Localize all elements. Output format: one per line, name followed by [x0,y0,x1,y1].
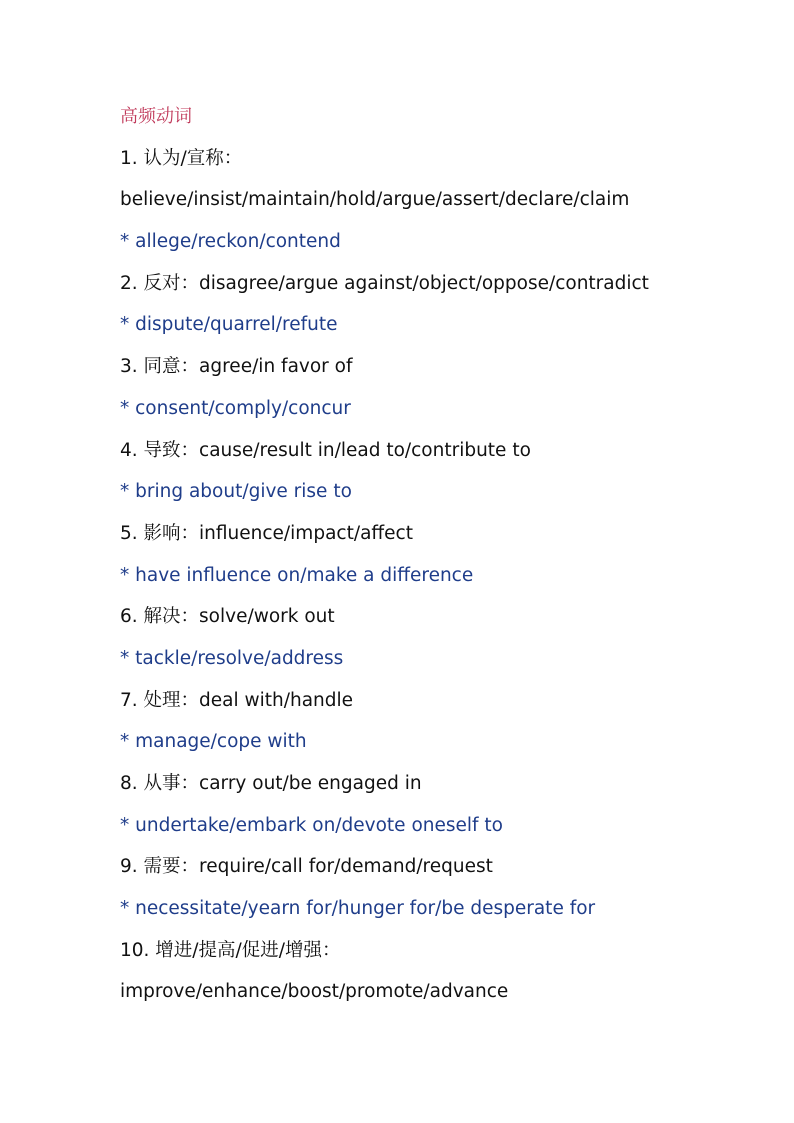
list-item: 4. 导致：cause/result in/lead to/contribute to [120,439,531,461]
advanced-synonyms: * manage/cope with [120,731,307,753]
document-page [120,103,740,1020]
section-heading: 高频动词 [120,106,192,127]
advanced-synonyms: * have influence on/make a difference [120,564,474,586]
list-item: believe/insist/maintain/hold/argue/assert/declare/claim [120,189,630,211]
list-item: 8. 从事：carry out/be engaged in [120,773,422,794]
advanced-synonyms: * tackle/resolve/address [120,647,344,669]
list-item: 6. 解决：solve/work out [120,606,335,628]
list-item: 7. 处理：deal with/handle [120,689,354,711]
advanced-synonyms: * necessitate/yearn for/hunger for/be desperate for [120,898,596,920]
list-item: 3. 同意：agree/in favor of [120,356,353,378]
list-item: improve/enhance/boost/promote/advance [120,981,509,1003]
advanced-synonyms: * dispute/quarrel/refute [120,314,338,336]
verb-list [120,145,740,1020]
list-item: 5. 影响：influence/impact/affect [120,522,413,544]
advanced-synonyms: * undertake/embark on/devote oneself to [120,814,503,836]
advanced-synonyms: * allege/reckon/contend [120,231,341,253]
list-item: 10. 增进/提高/促进/增强： [120,939,341,961]
advanced-synonyms: * consent/comply/concur [120,397,351,419]
list-item: 9. 需要：require/call for/demand/request [120,856,493,878]
advanced-synonyms: * bring about/give rise to [120,481,352,503]
list-item: 2. 反对：disagree/argue against/object/oppose/contradict [120,272,649,294]
list-item: 1. 认为/宣称： [120,147,243,169]
